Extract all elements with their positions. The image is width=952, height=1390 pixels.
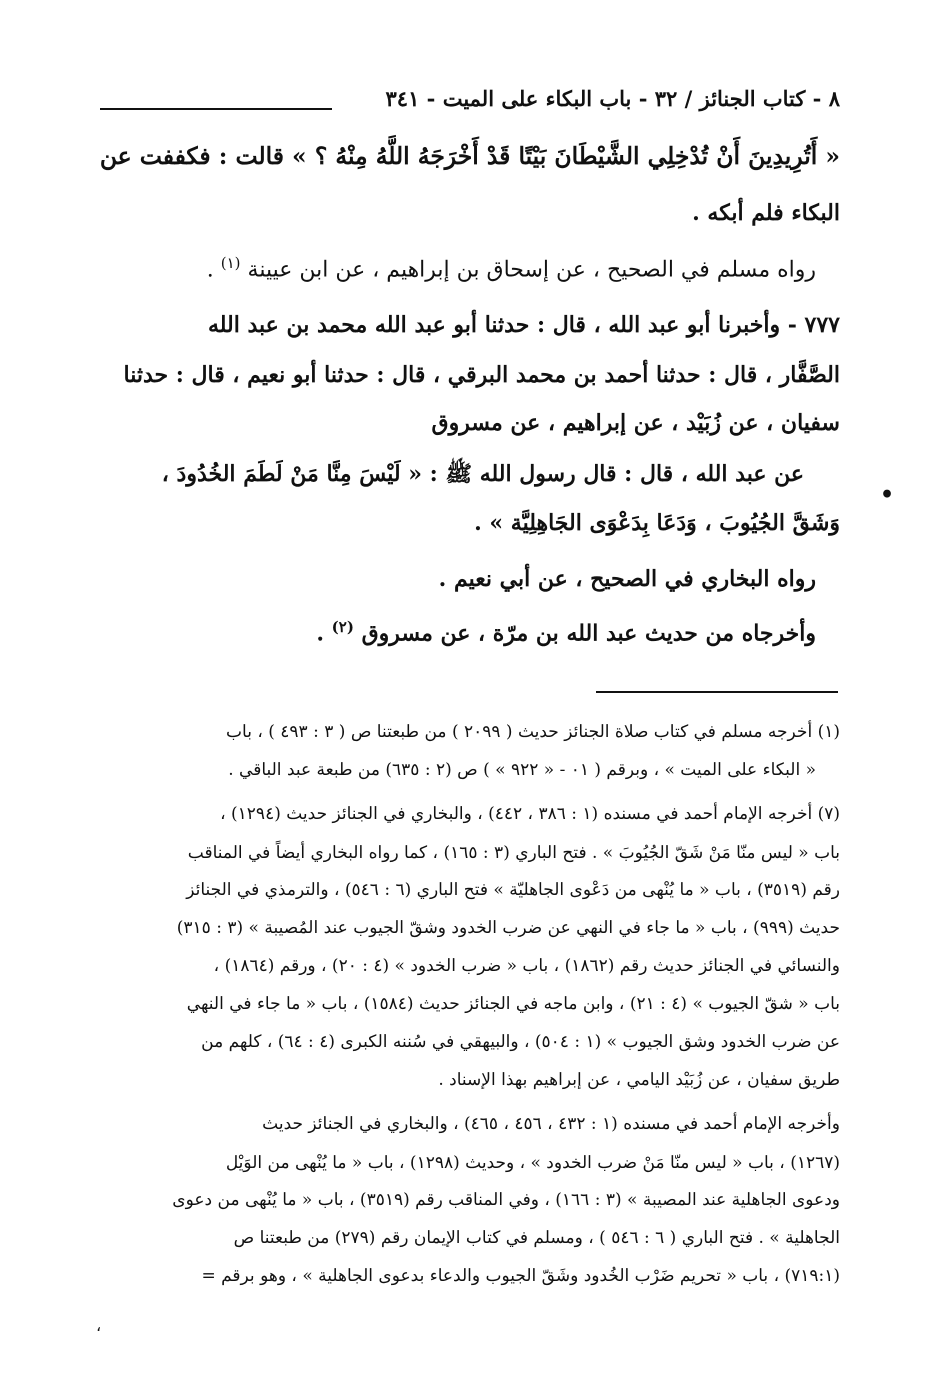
muslim-note-end: . (206, 257, 214, 283)
footnote-line: الجاهلية » . فتح الباري ( ٦ : ٥٤٦ ) ، ومسلم في كتاب الإيمان رقم (٢٧٩) من طبعتنا ص (233, 1228, 840, 1248)
footnote-line: والنسائي في الجنائز حديث رقم (١٨٦٢) ، باب « ضرب الخدود » (٤ : ٢٠) ، ورقم (١٨٦٤) ، (213, 956, 840, 976)
other-note (316, 618, 816, 646)
header-title: ٨ - كتاب الجنائز / ٣٢ - باب البكاء على الميت - ٣٤١ (385, 86, 840, 111)
footnote-line: باب « شقّ الجيوب » (٤ : ٢١) ، وابن ماجه في الجنائز حديث (١٥٨٤) ، باب « ما جاء في النهي (186, 994, 840, 1014)
header-rule (100, 108, 332, 110)
body-line-2: البكاء فلم أبكه . (692, 200, 840, 226)
footnote-line: وأخرجه الإمام أحمد في مسنده (١ : ٤٣٢ ، ٤٥٦ ، ٤٦٥) ، والبخاري في الجنائز حديث (262, 1114, 840, 1134)
footnote-line: طريق سفيان ، عن زُبَيْد اليامي ، عن إبراهيم بهذا الإسناد . (438, 1070, 840, 1090)
hadith-line-1: ٧٧٧ - وأخبرنا أبو عبد الله ، قال : حدثنا أبو عبد الله محمد بن عبد الله (207, 312, 840, 338)
muslim-note (207, 254, 816, 282)
footnote-line: حديث (٩٩٩) ، باب « ما جاء في النهي عن ضرب الخدود وشقّ الجيوب عند المُصيبة » (٣ : ٣١٥) (176, 918, 840, 938)
footnote-line: (١٢٦٧) ، باب « ليس منّا مَنْ ضرب الخدود » ، وحديث (١٢٩٨) ، باب « ما يُنْهى من الوَيْل (225, 1153, 840, 1173)
hadith-line-5: وَشَقَّ الجُيُوبَ ، وَدَعَا بِدَعْوَى الجَاهِلِيَّة » . (474, 510, 840, 536)
footnote-rule (596, 691, 838, 693)
footnote-line: ودعوى الجاهلية عند المصيبة » (٣ : ١٦٦) ، وفي المناقب رقم (٣٥١٩) ، باب « ما يُنْهى من دعوى (172, 1190, 840, 1210)
other-note-text: وأخرجاه من حديث عبد الله بن مرّة ، عن مسروق (361, 620, 816, 647)
hadith-line-3: سفيان ، عن زُبَيْد ، عن إبراهيم ، عن مسروق (431, 410, 840, 436)
footnote-ref-2: (٢) (331, 618, 354, 636)
bukhari-note: رواه البخاري في الصحيح ، عن أبي نعيم . (438, 566, 816, 592)
footnote-line: « البكاء على الميت » ، وبرقم ( ٠١ - « ٩٢٢ » ) ص (٢ : ٦٣٥) من طبعة عبد الباقي . (228, 760, 816, 780)
other-note-end: . (316, 620, 324, 647)
footnote-line: (٧١٩:١) ، باب « تحريم ضَرْب الخُدود وشَقّ الجيوب والدعاء بدعوى الجاهلية » ، وهو برقم = (201, 1266, 840, 1286)
footnote-line: رقم (٣٥١٩) ، باب « ما يُنْهى من دَعْوى الجاهليّة » فتح الباري (٦ : ٥٤٦) ، والترمذي في الجنائز (186, 880, 840, 900)
hadith-line-2: الصَّفَّار ، قال : حدثنا أحمد بن محمد البرقي ، قال : حدثنا أبو نعيم ، قال : حدثنا (123, 362, 840, 388)
footnote-line: باب « ليس منّا مَنْ شَقّ الجُيُوبَ » . فتح الباري (٣ : ١٦٥) ، كما رواه البخاري أيضاً في المناقب (187, 843, 840, 863)
running-header (100, 86, 840, 116)
footnote-ref-1: (١) (220, 254, 241, 272)
footnote-line: (٧) أخرجه الإمام أحمد في مسنده (١ : ٣٨٦ ، ٤٤٢) ، والبخاري في الجنائز حديث (١٢٩٤) ، (220, 804, 840, 824)
margin-mark: • (880, 482, 895, 508)
footnote-line: عن ضرب الخدود وشق الجيوب » (١ : ٥٠٤) ، والبيهقي في سُننه الكبرى (٤ : ٦٤) ، كلهم من (201, 1032, 840, 1052)
muslim-note-text: رواه مسلم في الصحيح ، عن إسحاق بن إبراهيم ، عن ابن عيينة (247, 257, 816, 283)
footnote-line: (١) أخرجه مسلم في كتاب صلاة الجنائز حديث ( ٢٠٩٩ ) من طبعتنا ص ( ٣ : ٤٩٣ ) ، باب (226, 722, 840, 742)
corner-mark: ، (96, 1316, 102, 1335)
hadith-line-4: عن عبد الله ، قال : قال رسول الله ﷺ : « لَيْسَ مِنَّا مَنْ لَطَمَ الخُدُودَ ، (161, 461, 804, 487)
body-line-1: « أَتُرِيدِينَ أَنْ تُدْخِلِي الشَّيْطَانَ بَيْتًا قَدْ أَخْرَجَهُ اللَّهُ مِنْهُ ؟ » قالت : فكففت عن (99, 142, 840, 170)
